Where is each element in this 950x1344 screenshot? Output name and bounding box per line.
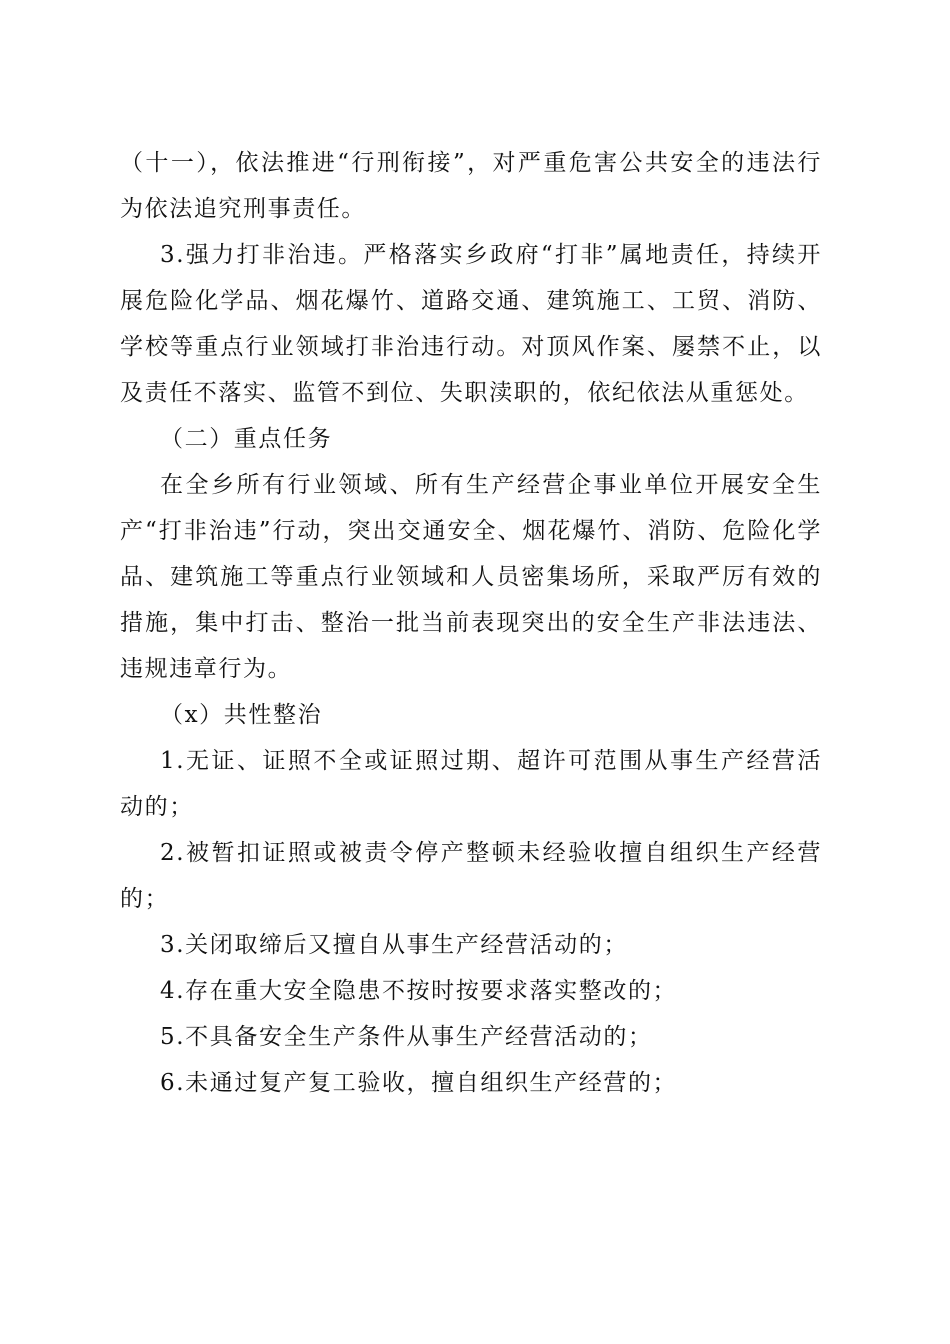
list-item-1: 1.无证、证照不全或证照过期、超许可范围从事生产经营活动的； bbox=[120, 748, 822, 820]
list-item-3: 3.关闭取缔后又擅自从事生产经营活动的； bbox=[160, 932, 628, 958]
list-item-4: 4.存在重大安全隐患不按时按要求落实整改的； bbox=[160, 978, 678, 1004]
document-body bbox=[120, 140, 822, 1106]
list-item-2: 2.被暂扣证照或被责令停产整顿未经验收擅自组织生产经营的； bbox=[120, 840, 822, 912]
list-item-5: 5.不具备安全生产条件从事生产经营活动的； bbox=[160, 1024, 653, 1050]
subheading-common-rectification: （x）共性整治 bbox=[160, 702, 323, 728]
paragraph-crackdown-item-3: 3.强力打非治违。严格落实乡政府“打非”属地责任，持续开展危险化学品、烟花爆竹、道路交通、建筑施工、工贸、消防、学校等重点行业领域打非治违行动。对顶风作案、屡禁不止，以及责任不落实、监管不到位、失职渎职的，依纪依法从重惩处。 bbox=[120, 242, 822, 406]
list-item-6: 6.未通过复产复工验收，擅自组织生产经营的； bbox=[160, 1070, 678, 1096]
paragraph-key-tasks: 在全乡所有行业领域、所有生产经营企事业单位开展安全生产“打非治违”行动，突出交通安全、烟花爆竹、消防、危险化学品、建筑施工等重点行业领域和人员密集场所，采取严厉有效的措施，集中打击、整治一批当前表现突出的安全生产非法违法、违规违章行为。 bbox=[120, 472, 822, 682]
section-heading-key-tasks: （二）重点任务 bbox=[160, 426, 333, 452]
paragraph-legal-linkage: （十一），依法推进“行刑衔接”，对严重危害公共安全的违法行为依法追究刑事责任。 bbox=[120, 150, 822, 222]
